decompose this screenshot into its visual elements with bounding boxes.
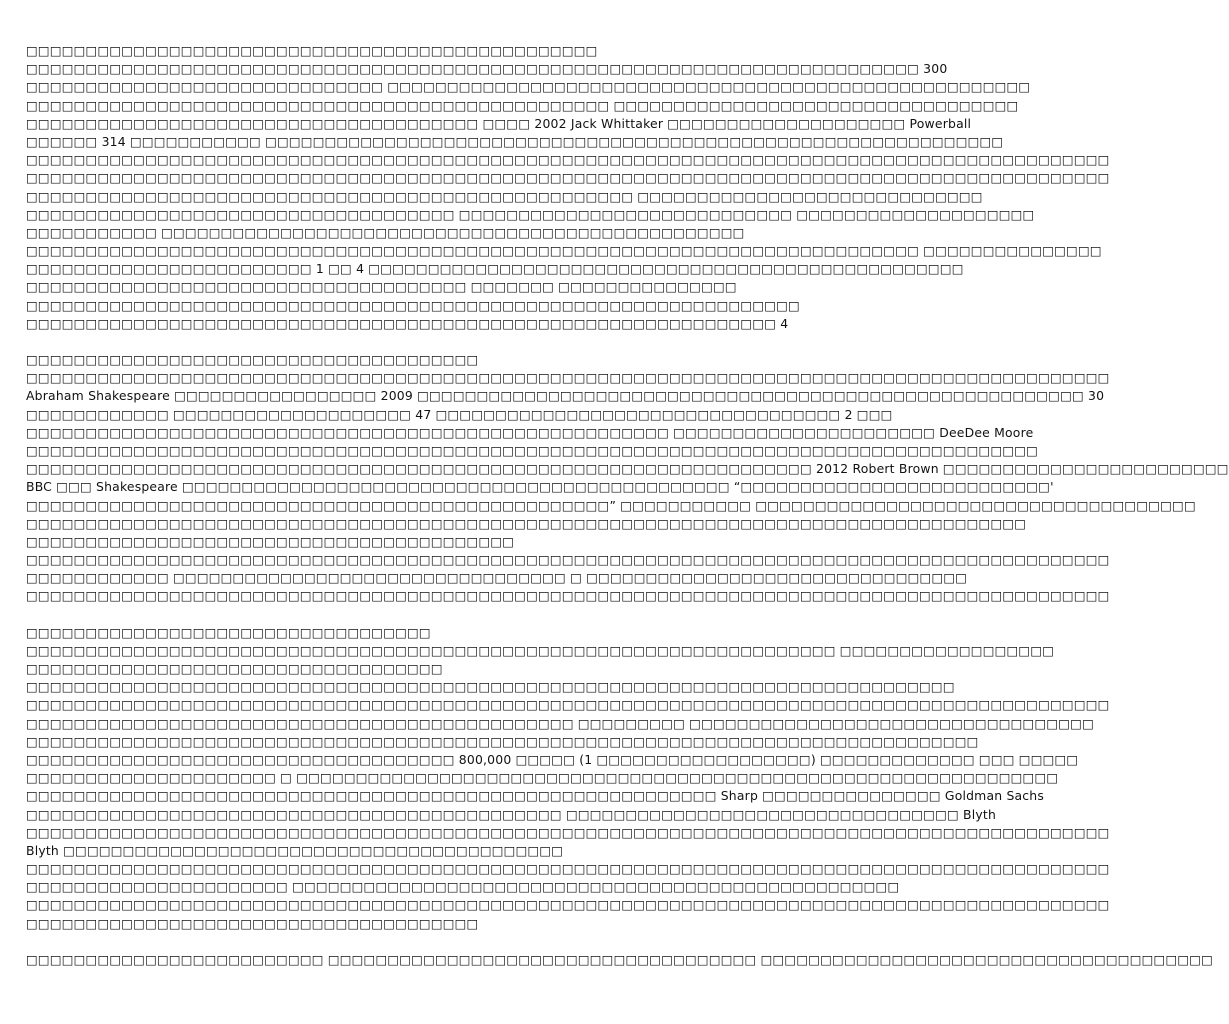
text-line: Abraham Shakespeare □□□□□□□□□□□□□□□□□ 2009 □□□□□□□□□□□□□□□□□□□□□□□□□□□□□□□□□□□□□□□□□□□□□□□□□□□□□□□□ 30 — [26, 388, 1105, 404]
text-line: □□□□□□□□□□□□ □□□□□□□□□□□□□□□□□□□□□□□□□□□□□□□□□ □ □□□□□□□□□□□□□□□□□□□□□□□□□□□□□□□□ — [26, 570, 968, 586]
text-line: □□□□□□□□□□□□□□□□□□□□□□□□□□□□□□□□□□□□□□□□□□□□□□□□□□□□□□□□□□□□□□□□□□□□□□□□□□□□□□ — [26, 679, 955, 695]
text-line: □□□□□□□□□□□□□□□□□□□□□□□□□□□□□□□□□□□□□□□□□□□□□□□□□□□□□□□□□□□□□□□□□ — [26, 297, 800, 313]
text-line: □□□□□□□□□□□□□□□□□□□□□□□□□□□□□□ □□□□□□□□□□□□□□□□□□□□□□□□□□□□□□□□□□□□□□□□□□□□□□□□□□□□□□ — [26, 79, 1031, 95]
text-line: □□□□□□□□□□□□□□□□□□□□□□□□□□□□□□□□□□□□□□□□□□□□□ □□□□□□□□□□□□□□□□□□□□□□□□□□□□□□□□□ Blyth — [26, 806, 997, 822]
text-line: □□□□□□□□□□□□ □□□□□□□□□□□□□□□□□□□□ 47 □□□□□□□□□□□□□□□□□□□□□□□□□□□□□□□□□□ 2 □□□ — [26, 406, 893, 422]
text-line: □□□□□□□□□□□□□□□□□□□□□□□□□□□□□□□□□□□□□□□□□□□□□□□□□□□□□□□□□□□□□□□□□□□□□□□□□□□□□□□□□□□□□□□□□□□ — [26, 897, 1110, 913]
text-line: □□□□□□□□□□□□□□□□□□□□□□□□□□□□□□□□□□□□ □□□□□□□□□□□□□□□□□□□□□□□□□□□□ □□□□□□□□□□□□□□□□□□□□ — [26, 206, 1035, 222]
text-line: □□□□□□□□□□□□□□□□□□□□□□□□□□□□□□□□□□□□□□ — [26, 352, 479, 367]
text-line: □□□□□□□□□□□□□□□□□□□□□□□□□□□□□□□□□□□□□□□□□□□□□□□□□□□□□□ □□□□□□□□□□□□□□□□□□□□□□ DeeDee Moore — [26, 424, 1034, 440]
text-line: □□□□□□□□□□□□□□□□□□□□□□□□□□□□□□□□□□□□□□□□□□□□□□□□□” □□□□□□□□□□□ □□□□□□□□□□□□□□□□□□□□□□□□□□□□□□□□□□□□□ — [26, 497, 1196, 513]
text-line: □□□□□□□□□□□□□□□□□□□□□□□□□□□□□□□□□□□□□□□□□□□□□□□□□□□□□□□□□□□□□□□□□□□□□□□□□□□□□□□□□□□□□□□□□□□ — [26, 697, 1110, 713]
text-line: □□□□□□□□□□□□□□□□□□□□□□□□□□□□□□□□□□□□□□□□□□□□□□□□□□□□□□□□□□□□□□□□□□□□□□□□□□□□□□□□□□□□□□□□□□□ — [26, 370, 1110, 386]
text-line: □□□□□□ 314 □□□□□□□□□□□ □□□□□□□□□□□□□□□□□□□□□□□□□□□□□□□□□□□□□□□□□□□□□□□□□□□□□□□□□□□□□□ — [26, 133, 1004, 149]
text-line: □□□□□□□□□□□□□□□□□□□□□□□□□□□□□□□□□□□□□□□□□□□□□□□□□□□□□□□□□□□□□□□□□□□□□□□□□□□□□□□□□□□□□□□□□□□ — [26, 588, 1110, 604]
paragraph-2 — [26, 351, 1229, 606]
text-line: □□□□□□□□□□□□□□□□□□□□□□□□□□□□□□□□□□□□ 800,000 □□□□□ (1 □□□□□□□□□□□□□□□□□□) □□□□□□□□□□□□□ □□□ □□□□□ — [26, 751, 1079, 767]
paragraph-4 — [26, 951, 1214, 969]
text-line: □□□□□□□□□□□□□□□□□□□□□□□□□□□□□□□□□□□□□□□□□□□□□□□□□□□□□□□□□□□□□□□□□□□□□□□□□□□□□□□□□□□□□□□□□□□ — [26, 861, 1110, 877]
text-line: □□□□□□□□□□□□□□□□□□□□□□□□□ □□□□□□□□□□□□□□□□□□□□□□□□□□□□□□□□□□□□ □□□□□□□□□□□□□□□□□□□□□□□□□□□□□□□□□□□□□□ — [26, 951, 1214, 967]
paragraph-3 — [26, 624, 1110, 933]
text-line: □□□□□□□□□□□□□□□□□□□□□□□□ 1 □□ 4 □□□□□□□□□□□□□□□□□□□□□□□□□□□□□□□□□□□□□□□□□□□□□□□□□□ — [26, 261, 964, 277]
text-line: □□□□□□□□□□□□□□□□□□□□□□□□□□□□□□□□□□□□□ □□□□□□□ □□□□□□□□□□□□□□□ — [26, 279, 737, 295]
text-line: □□□□□□□□□□□□□□□□□□□□□□□□□□□□□□□□□□□□□□□□□□□□□□□□□□□□□□□□□□□□□□□□□□□□□□□□□□□□□□□□□□□□□□□□□□□ — [26, 170, 1110, 186]
text-line: □□□□□□□□□□□□□□□□□□□□□□□□□□□□□□□□□□□□□□□□□□□□□□□□□□□□□□□□□□□□□□□□□□□□□□□□□□□ 300 — [26, 61, 948, 77]
text-line: □□□□□□□□□□□□□□□□□□□□□□□□□□□□□□□□□□□ — [26, 661, 443, 676]
text-line: □□□□□□□□□□□□□□□□□□□□□□□□□□□□□□□□□□□□□□□□□ — [26, 533, 515, 549]
text-line: □□□□□□□□□□□□□□□□□□□□□□ □□□□□□□□□□□□□□□□□□□□□□□□□□□□□□□□□□□□□□□□□□□□□□□□□□□ — [26, 879, 900, 895]
text-line: □□□□□□□□□□□□□□□□□□□□□□□□□□□□□□□□□□□□□□ — [26, 915, 479, 931]
text-line: □□□□□□□□□□□□□□□□□□□□□□□□□□□□□□□□□□□□□□□□□□□□□□□□□□□□□□□□□□□□□□□ 4 — [26, 315, 789, 331]
text-line: □□□□□□□□□□□□□□□□□□□□□□□□□□□□□□□□□□□□□□□□□□□□□□□□□ □□□□□□□□□□□□□□□□□□□□□□□□□□□□□□□□□□ — [26, 97, 1019, 113]
text-line: □□□□□□□□□□□□□□□□□□□□□□□□□□□□□□□□□□□□□□□□□□□□□□□□□□□□□□□□□□□□□□□□□□□□□□□□□□□□□□□□□□□□□□□□□□□ — [26, 152, 1110, 168]
text-line: □□□□□□□□□□□□□□□□□□□□□□□□□□□□□□□□□□□□□□□□□□□□□□□□□□□□□□□□□□□□□□□□□□□□ □□□□□□□□□□□□□□□□□□ — [26, 642, 1055, 658]
text-line: □□□□□□□□□□□□□□□□□□□□□□□□□□□□□□□□□□□□□□□□□□□□□□□□□□□□□□□□□□□□□□□□□□□□□□□□□□□□□□□□□□□□ — [26, 515, 1027, 531]
text-line: □□□□□□□□□□□□□□□□□□□□□□□□□□□□□□□□□□□□□□□□□□□□□□□□□□□□□□□□□□ Sharp □□□□□□□□□□□□□□□ Goldman Sachs — [26, 788, 1045, 804]
text-line: □□□□□□□□□□□□□□□□□□□□□□□□□□□□□□□□□□ — [26, 624, 431, 640]
paragraph-1 — [26, 42, 1110, 333]
text-line: BBC □□□ Shakespeare □□□□□□□□□□□□□□□□□□□□□□□□□□□□□□□□□□□□□□□□□□□□□□ “□□□□□□□□□□□□□□□□□□□□□□□□□□' — [26, 479, 1054, 495]
text-line: □□□□□□□□□□□□□□□□□□□□□□□□□□□□□□□□□□□□□□□□□□□□□□ □□□□□□□□□ □□□□□□□□□□□□□□□□□□□□□□□□□□□□□□□□□□ — [26, 715, 1094, 731]
document-body — [26, 42, 1229, 987]
text-line: Blyth □□□□□□□□□□□□□□□□□□□□□□□□□□□□□□□□□□□□□□□□□□ — [26, 842, 564, 858]
text-line: □□□□□□□□□□□□□□□□□□□□□□□□□□□□□□□□□□□□□□□□□□□□□□□□□□□□□□□□□□□□□□□□□□□□□□□□□□□□□□□□□□□□□□□□□□□ — [26, 552, 1110, 568]
text-line: □□□□□□□□□□□□□□□□□□□□□□□□□□□□□□□□□□□□□□□□□□□□□□□□□□□ □□□□□□□□□□□□□□□□□□□□□□□□□□□□□ — [26, 188, 983, 204]
text-line: □□□□□□□□□□□□□□□□□□□□□□□□□□□□□□□□□□□□□□□□□□□□□□□□□□□□□□□□□□□□□□□□□□ 2012 Robert Brown □□□□□□□□□□□□□□□□□□□□□□□□ — [26, 461, 1229, 477]
text-line: □□□□□□□□□□□□□□□□□□□□□□□□□□□□□□□□□□□□□□□□□□□□□□□□□□□□□□□□□□□□□□□□□□□□□□□□□□□□□□□□ — [26, 733, 979, 749]
text-line: □□□□□□□□□□□□□□□□□□□□□□□□□□□□□□□□□□□□□□□□□□□□□□□□□□□□□□□□□□□□□□□□□□□□□□□□□□□ □□□□□□□□□□□□□□□ — [26, 243, 1102, 259]
text-line: □□□□□□□□□□□□□□□□□□□□□□□□□□□□□□□□□□□□□□□□□□□□□□□□□□□□□□□□□□□□□□□□□□□□□□□□□□□□□□□□□□□□□ — [26, 442, 1039, 458]
text-line: □□□□□□□□□□□□□□□□□□□□□□□□□□□□□□□□□□□□□□□□□□□□□□□□□□□□□□□□□□□□□□□□□□□□□□□□□□□□□□□□□□□□□□□□□□□ — [26, 824, 1110, 840]
text-line: □□□□□□□□□□□□□□□□□□□□□ □ □□□□□□□□□□□□□□□□□□□□□□□□□□□□□□□□□□□□□□□□□□□□□□□□□□□□□□□□□□□□□□□□ — [26, 770, 1059, 786]
text-line: □□□□□□□□□□□ □□□□□□□□□□□□□□□□□□□□□□□□□□□□□□□□□□□□□□□□□□□□□□□□□ — [26, 224, 745, 240]
text-line: □□□□□□□□□□□□□□□□□□□□□□□□□□□□□□□□□□□□□□ □□□□ 2002 Jack Whittaker □□□□□□□□□□□□□□□□□□□□ Powerball — [26, 115, 972, 131]
text-line: □□□□□□□□□□□□□□□□□□□□□□□□□□□□□□□□□□□□□□□□□□□□□□□□ — [26, 43, 598, 58]
